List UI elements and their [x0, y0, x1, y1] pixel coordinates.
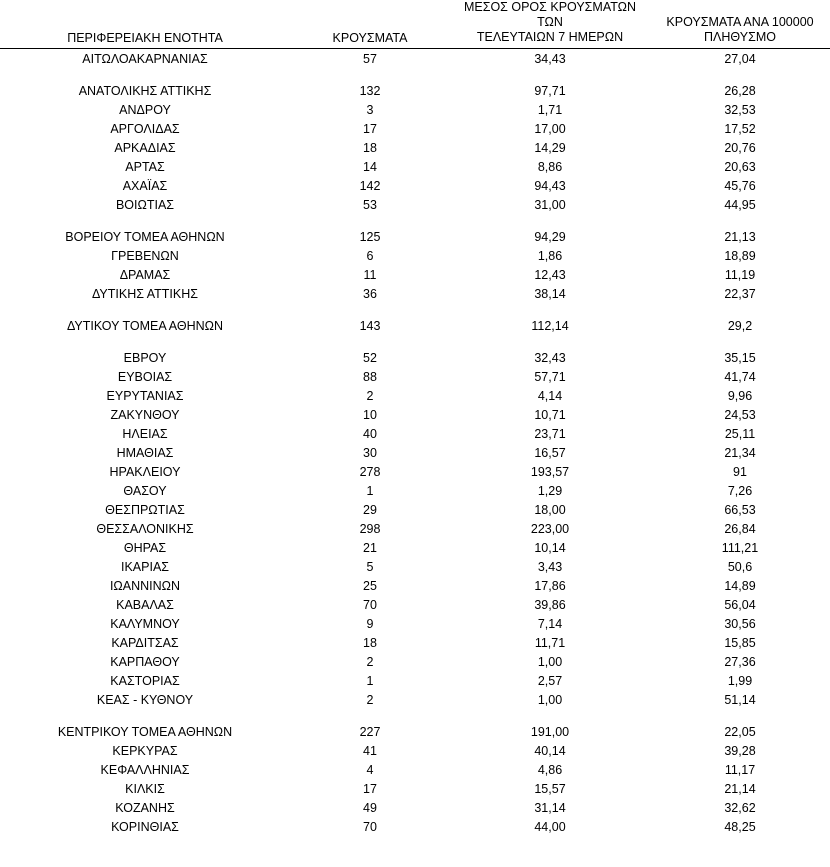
table-row — [0, 368, 830, 387]
cell-seven-day-average: 17,86 — [534, 579, 566, 593]
cell-seven-day-average: 31,00 — [534, 198, 566, 212]
cell-region-name: ΑΡΤΑΣ — [125, 160, 165, 174]
cell-region-name: ΗΜΑΘΙΑΣ — [116, 446, 174, 460]
cell-cases: 29 — [363, 503, 377, 517]
cell-seven-day-average: 3,43 — [537, 560, 563, 574]
spacer-cell — [0, 336, 290, 349]
cell-seven-day-average: 1,29 — [537, 484, 563, 498]
table-row-spacer — [0, 304, 830, 317]
column-header-cases-per-100000 — [650, 0, 830, 49]
table-row — [0, 120, 830, 139]
cell-seven-day-average: 14,29 — [534, 141, 566, 155]
table-row-spacer — [0, 710, 830, 723]
table-row — [0, 780, 830, 799]
spacer-cell — [450, 304, 650, 317]
cell-region-name: ΙΚΑΡΙΑΣ — [120, 560, 170, 574]
cell-region-name: ΘΕΣΠΡΩΤΙΑΣ — [105, 503, 185, 517]
cell-seven-day-average: 193,57 — [530, 465, 570, 479]
cell-cases: 2 — [366, 693, 374, 707]
table-row — [0, 82, 830, 101]
cell-cases-per-100000: 39,28 — [724, 744, 756, 758]
cell-cases: 143 — [359, 319, 381, 333]
cell-cases-per-100000: 44,95 — [724, 198, 756, 212]
spacer-cell — [650, 710, 830, 723]
table-row — [0, 520, 830, 539]
cell-cases: 18 — [363, 636, 377, 650]
cell-cases: 70 — [363, 820, 377, 834]
cell-cases: 278 — [359, 465, 381, 479]
cell-cases-per-100000: 27,36 — [724, 655, 756, 669]
spacer-cell — [450, 69, 650, 82]
table-row — [0, 285, 830, 304]
cell-seven-day-average: 112,14 — [531, 319, 569, 333]
cell-cases-per-100000: 21,13 — [724, 230, 756, 244]
cell-cases-per-100000: 18,89 — [724, 249, 756, 263]
cell-region-name: ΑΡΓΟΛΙΔΑΣ — [110, 122, 180, 136]
cell-cases-per-100000: 11,19 — [724, 268, 756, 282]
cell-cases: 25 — [363, 579, 377, 593]
table-row — [0, 349, 830, 368]
cell-seven-day-average: 31,14 — [534, 801, 566, 815]
column-header-cases-per-100000-line1: ΚΡΟΥΣΜΑΤΑ ΑΝΑ 100000 — [666, 15, 814, 29]
cell-cases: 57 — [363, 52, 377, 66]
cell-region-name: ΑΝΑΤΟΛΙΚΗΣ ΑΤΤΙΚΗΣ — [78, 84, 212, 98]
table-row — [0, 799, 830, 818]
cell-seven-day-average: 11,71 — [534, 636, 566, 650]
table-row — [0, 49, 830, 70]
cell-region-name: ΕΒΡΟΥ — [123, 351, 167, 365]
cell-region-name: ΑΝΔΡΟΥ — [119, 103, 171, 117]
cell-cases: 88 — [363, 370, 377, 384]
table-row — [0, 577, 830, 596]
cell-cases: 11 — [363, 268, 377, 282]
cell-region-name: ΑΙΤΩΛΟΑΚΑΡΝΑΝΙΑΣ — [82, 52, 208, 66]
cell-cases: 9 — [366, 617, 374, 631]
cell-region-name: ΚΑΡΠΑΘΟΥ — [110, 655, 180, 669]
table-row — [0, 672, 830, 691]
cell-cases: 3 — [366, 103, 374, 117]
cell-seven-day-average: 39,86 — [534, 598, 566, 612]
cell-region-name: ΚΑΣΤΟΡΙΑΣ — [110, 674, 180, 688]
cell-cases: 41 — [363, 744, 377, 758]
table-row — [0, 615, 830, 634]
cell-seven-day-average: 7,14 — [537, 617, 563, 631]
cell-region-name: ΗΡΑΚΛΕΙΟΥ — [109, 465, 181, 479]
cell-cases: 30 — [363, 446, 377, 460]
table-row — [0, 539, 830, 558]
cell-region-name: ΒΟΙΩΤΙΑΣ — [115, 198, 175, 212]
cell-region-name: ΚΑΒΑΛΑΣ — [116, 598, 174, 612]
cell-cases: 10 — [363, 408, 377, 422]
cell-seven-day-average: 1,86 — [537, 249, 563, 263]
spacer-cell — [0, 215, 290, 228]
column-header-region: ΠΕΡΙΦΕΡΕΙΑΚΗ ΕΝΟΤΗΤΑ — [67, 30, 223, 45]
cell-region-name: ΚΙΛΚΙΣ — [125, 782, 165, 796]
cell-cases-per-100000: 14,89 — [724, 579, 756, 593]
cell-cases: 14 — [363, 160, 377, 174]
spacer-cell — [290, 304, 450, 317]
cell-seven-day-average: 32,43 — [534, 351, 566, 365]
table-row — [0, 723, 830, 742]
table-row — [0, 425, 830, 444]
spacer-cell — [450, 336, 650, 349]
cell-cases-per-100000: 22,05 — [724, 725, 756, 739]
cell-cases: 52 — [363, 351, 377, 365]
cell-cases-per-100000: 9,96 — [727, 389, 753, 403]
cell-cases-per-100000: 27,04 — [724, 52, 756, 66]
spacer-cell — [290, 710, 450, 723]
spacer-cell — [0, 69, 290, 82]
spacer-cell — [0, 710, 290, 723]
cell-region-name: ΚΕΝΤΡΙΚΟΥ ΤΟΜΕΑ ΑΘΗΝΩΝ — [57, 725, 233, 739]
cell-region-name: ΑΡΚΑΔΙΑΣ — [114, 141, 176, 155]
cell-seven-day-average: 94,29 — [534, 230, 566, 244]
table-row — [0, 266, 830, 285]
cell-cases-per-100000: 32,53 — [724, 103, 756, 117]
spacer-cell — [450, 710, 650, 723]
cell-seven-day-average: 1,71 — [537, 103, 563, 117]
cell-cases: 17 — [363, 782, 377, 796]
cell-seven-day-average: 12,43 — [534, 268, 566, 282]
cell-seven-day-average: 57,71 — [534, 370, 566, 384]
cell-cases: 227 — [359, 725, 381, 739]
cell-cases-per-100000: 25,11 — [724, 427, 756, 441]
cell-seven-day-average: 44,00 — [534, 820, 566, 834]
cell-seven-day-average: 94,43 — [534, 179, 566, 193]
cell-cases: 36 — [363, 287, 377, 301]
column-header-cases: ΚΡΟΥΣΜΑΤΑ — [332, 30, 408, 45]
table-row — [0, 444, 830, 463]
cell-cases: 125 — [359, 230, 381, 244]
cell-region-name: ΒΟΡΕΙΟΥ ΤΟΜΕΑ ΑΘΗΝΩΝ — [65, 230, 225, 244]
cell-region-name: ΚΕΡΚΥΡΑΣ — [112, 744, 178, 758]
cell-cases: 1 — [366, 674, 374, 688]
table-row — [0, 247, 830, 266]
table-row — [0, 761, 830, 780]
table-row — [0, 634, 830, 653]
cell-cases: 70 — [363, 598, 377, 612]
cell-cases: 5 — [366, 560, 374, 574]
spacer-cell — [290, 336, 450, 349]
cell-region-name: ΕΥΒΟΙΑΣ — [117, 370, 173, 384]
cell-seven-day-average: 223,00 — [530, 522, 570, 536]
cell-cases-per-100000: 24,53 — [724, 408, 756, 422]
spacer-cell — [650, 69, 830, 82]
table-body — [0, 49, 830, 838]
cell-cases: 1 — [366, 484, 374, 498]
cell-region-name: ΘΑΣΟΥ — [123, 484, 167, 498]
cell-cases-per-100000: 17,52 — [724, 122, 756, 136]
cell-cases-per-100000: 32,62 — [724, 801, 756, 815]
cell-cases-per-100000: 11,17 — [724, 763, 756, 777]
cell-region-name: ΔΥΤΙΚΗΣ ΑΤΤΙΚΗΣ — [92, 287, 198, 301]
cell-seven-day-average: 40,14 — [534, 744, 566, 758]
cell-cases-per-100000: 22,37 — [724, 287, 756, 301]
spacer-cell — [290, 69, 450, 82]
cell-seven-day-average: 191,00 — [530, 725, 570, 739]
cell-cases: 2 — [366, 655, 374, 669]
column-header-seven-day-average — [450, 0, 650, 49]
cell-cases-per-100000: 15,85 — [724, 636, 756, 650]
cell-region-name: ΚΕΑΣ - ΚΥΘΝΟΥ — [96, 693, 194, 707]
cell-cases-per-100000: 48,25 — [724, 820, 756, 834]
cell-seven-day-average: 1,00 — [537, 655, 563, 669]
cell-region-name: ΕΥΡΥΤΑΝΙΑΣ — [106, 389, 184, 403]
table-row — [0, 101, 830, 120]
cell-cases-per-100000: 20,63 — [724, 160, 756, 174]
table-header — [0, 0, 830, 49]
cell-region-name: ΖΑΚΥΝΘΟΥ — [110, 408, 180, 422]
cell-cases-per-100000: 91 — [733, 465, 747, 479]
table-row — [0, 463, 830, 482]
cell-region-name: ΚΟΖΑΝΗΣ — [115, 801, 175, 815]
cell-cases: 6 — [366, 249, 374, 263]
cell-cases: 4 — [366, 763, 374, 777]
cell-cases: 17 — [363, 122, 377, 136]
cell-region-name: ΚΟΡΙΝΘΙΑΣ — [111, 820, 179, 834]
cell-cases-per-100000: 41,74 — [724, 370, 756, 384]
cell-region-name: ΘΕΣΣΑΛΟΝΙΚΗΣ — [96, 522, 194, 536]
cell-cases: 142 — [359, 179, 381, 193]
column-header-cases-per-100000-line2: ΠΛΗΘΥΣΜΟ — [704, 30, 776, 44]
table-row — [0, 228, 830, 247]
cell-seven-day-average: 23,71 — [534, 427, 566, 441]
cell-seven-day-average: 97,71 — [534, 84, 566, 98]
table-row — [0, 196, 830, 215]
table-row-spacer — [0, 215, 830, 228]
cell-cases-per-100000: 26,84 — [724, 522, 756, 536]
cell-cases-per-100000: 1,99 — [727, 674, 753, 688]
spacer-cell — [0, 304, 290, 317]
cell-seven-day-average: 38,14 — [534, 287, 566, 301]
cell-cases: 2 — [366, 389, 374, 403]
cell-region-name: ΗΛΕΙΑΣ — [122, 427, 168, 441]
cell-region-name: ΙΩΑΝΝΙΝΩΝ — [109, 579, 181, 593]
cell-region-name: ΘΗΡΑΣ — [123, 541, 167, 555]
cell-cases-per-100000: 21,34 — [724, 446, 756, 460]
table-row — [0, 387, 830, 406]
cell-cases-per-100000: 20,76 — [724, 141, 756, 155]
cell-cases-per-100000: 51,14 — [724, 693, 756, 707]
cell-region-name: ΚΑΡΔΙΤΣΑΣ — [111, 636, 179, 650]
spacer-cell — [450, 215, 650, 228]
cell-seven-day-average: 2,57 — [537, 674, 563, 688]
table-row — [0, 653, 830, 672]
cell-region-name: ΓΡΕΒΕΝΩΝ — [111, 249, 179, 263]
spacer-cell — [650, 304, 830, 317]
cell-cases: 40 — [363, 427, 377, 441]
cell-cases-per-100000: 50,6 — [727, 560, 753, 574]
cell-seven-day-average: 15,57 — [534, 782, 566, 796]
column-header-seven-day-average-line1: ΜΕΣΟΣ ΟΡΟΣ ΚΡΟΥΣΜΑΤΩΝ ΤΩΝ — [463, 0, 637, 29]
cell-cases: 18 — [363, 141, 377, 155]
spacer-cell — [290, 215, 450, 228]
cell-seven-day-average: 10,14 — [534, 541, 566, 555]
cell-cases-per-100000: 26,28 — [724, 84, 756, 98]
cell-region-name: ΚΕΦΑΛΛΗΝΙΑΣ — [100, 763, 190, 777]
cell-seven-day-average: 18,00 — [534, 503, 566, 517]
table-row — [0, 691, 830, 710]
cell-seven-day-average: 16,57 — [534, 446, 566, 460]
cell-seven-day-average: 4,86 — [537, 763, 563, 777]
cell-seven-day-average: 1,00 — [537, 693, 563, 707]
table-row — [0, 501, 830, 520]
table-row-spacer — [0, 69, 830, 82]
cell-seven-day-average: 34,43 — [534, 52, 566, 66]
cell-seven-day-average: 10,71 — [534, 408, 566, 422]
cell-cases-per-100000: 7,26 — [727, 484, 753, 498]
table-row — [0, 177, 830, 196]
cell-cases: 298 — [359, 522, 381, 536]
column-header-seven-day-average-line2: ΤΕΛΕΥΤΑΙΩΝ 7 ΗΜΕΡΩΝ — [476, 30, 624, 44]
cell-cases-per-100000: 56,04 — [724, 598, 756, 612]
cell-cases-per-100000: 66,53 — [724, 503, 756, 517]
cell-cases: 49 — [363, 801, 377, 815]
cell-cases-per-100000: 111,21 — [721, 541, 759, 555]
cell-cases-per-100000: 21,14 — [724, 782, 756, 796]
table-row — [0, 818, 830, 837]
table-row — [0, 158, 830, 177]
table-row — [0, 406, 830, 425]
table-row — [0, 596, 830, 615]
cell-region-name: ΚΑΛΥΜΝΟΥ — [110, 617, 180, 631]
cell-region-name: ΔΡΑΜΑΣ — [119, 268, 171, 282]
cell-seven-day-average: 8,86 — [537, 160, 563, 174]
cell-seven-day-average: 17,00 — [534, 122, 566, 136]
spacer-cell — [650, 336, 830, 349]
cell-cases: 21 — [363, 541, 377, 555]
table-row-spacer — [0, 336, 830, 349]
table-row — [0, 558, 830, 577]
table-row — [0, 317, 830, 336]
cell-cases-per-100000: 30,56 — [724, 617, 756, 631]
cell-cases-per-100000: 45,76 — [724, 179, 756, 193]
cell-cases: 132 — [359, 84, 381, 98]
cell-seven-day-average: 4,14 — [537, 389, 563, 403]
table-row — [0, 139, 830, 158]
table-row — [0, 742, 830, 761]
spacer-cell — [650, 215, 830, 228]
cell-cases-per-100000: 29,2 — [727, 319, 753, 333]
cell-cases-per-100000: 35,15 — [724, 351, 756, 365]
cell-region-name: ΔΥΤΙΚΟΥ ΤΟΜΕΑ ΑΘΗΝΩΝ — [66, 319, 224, 333]
cell-region-name: ΑΧΑΪΑΣ — [122, 179, 168, 193]
cell-cases: 53 — [363, 198, 377, 212]
table-row — [0, 482, 830, 501]
